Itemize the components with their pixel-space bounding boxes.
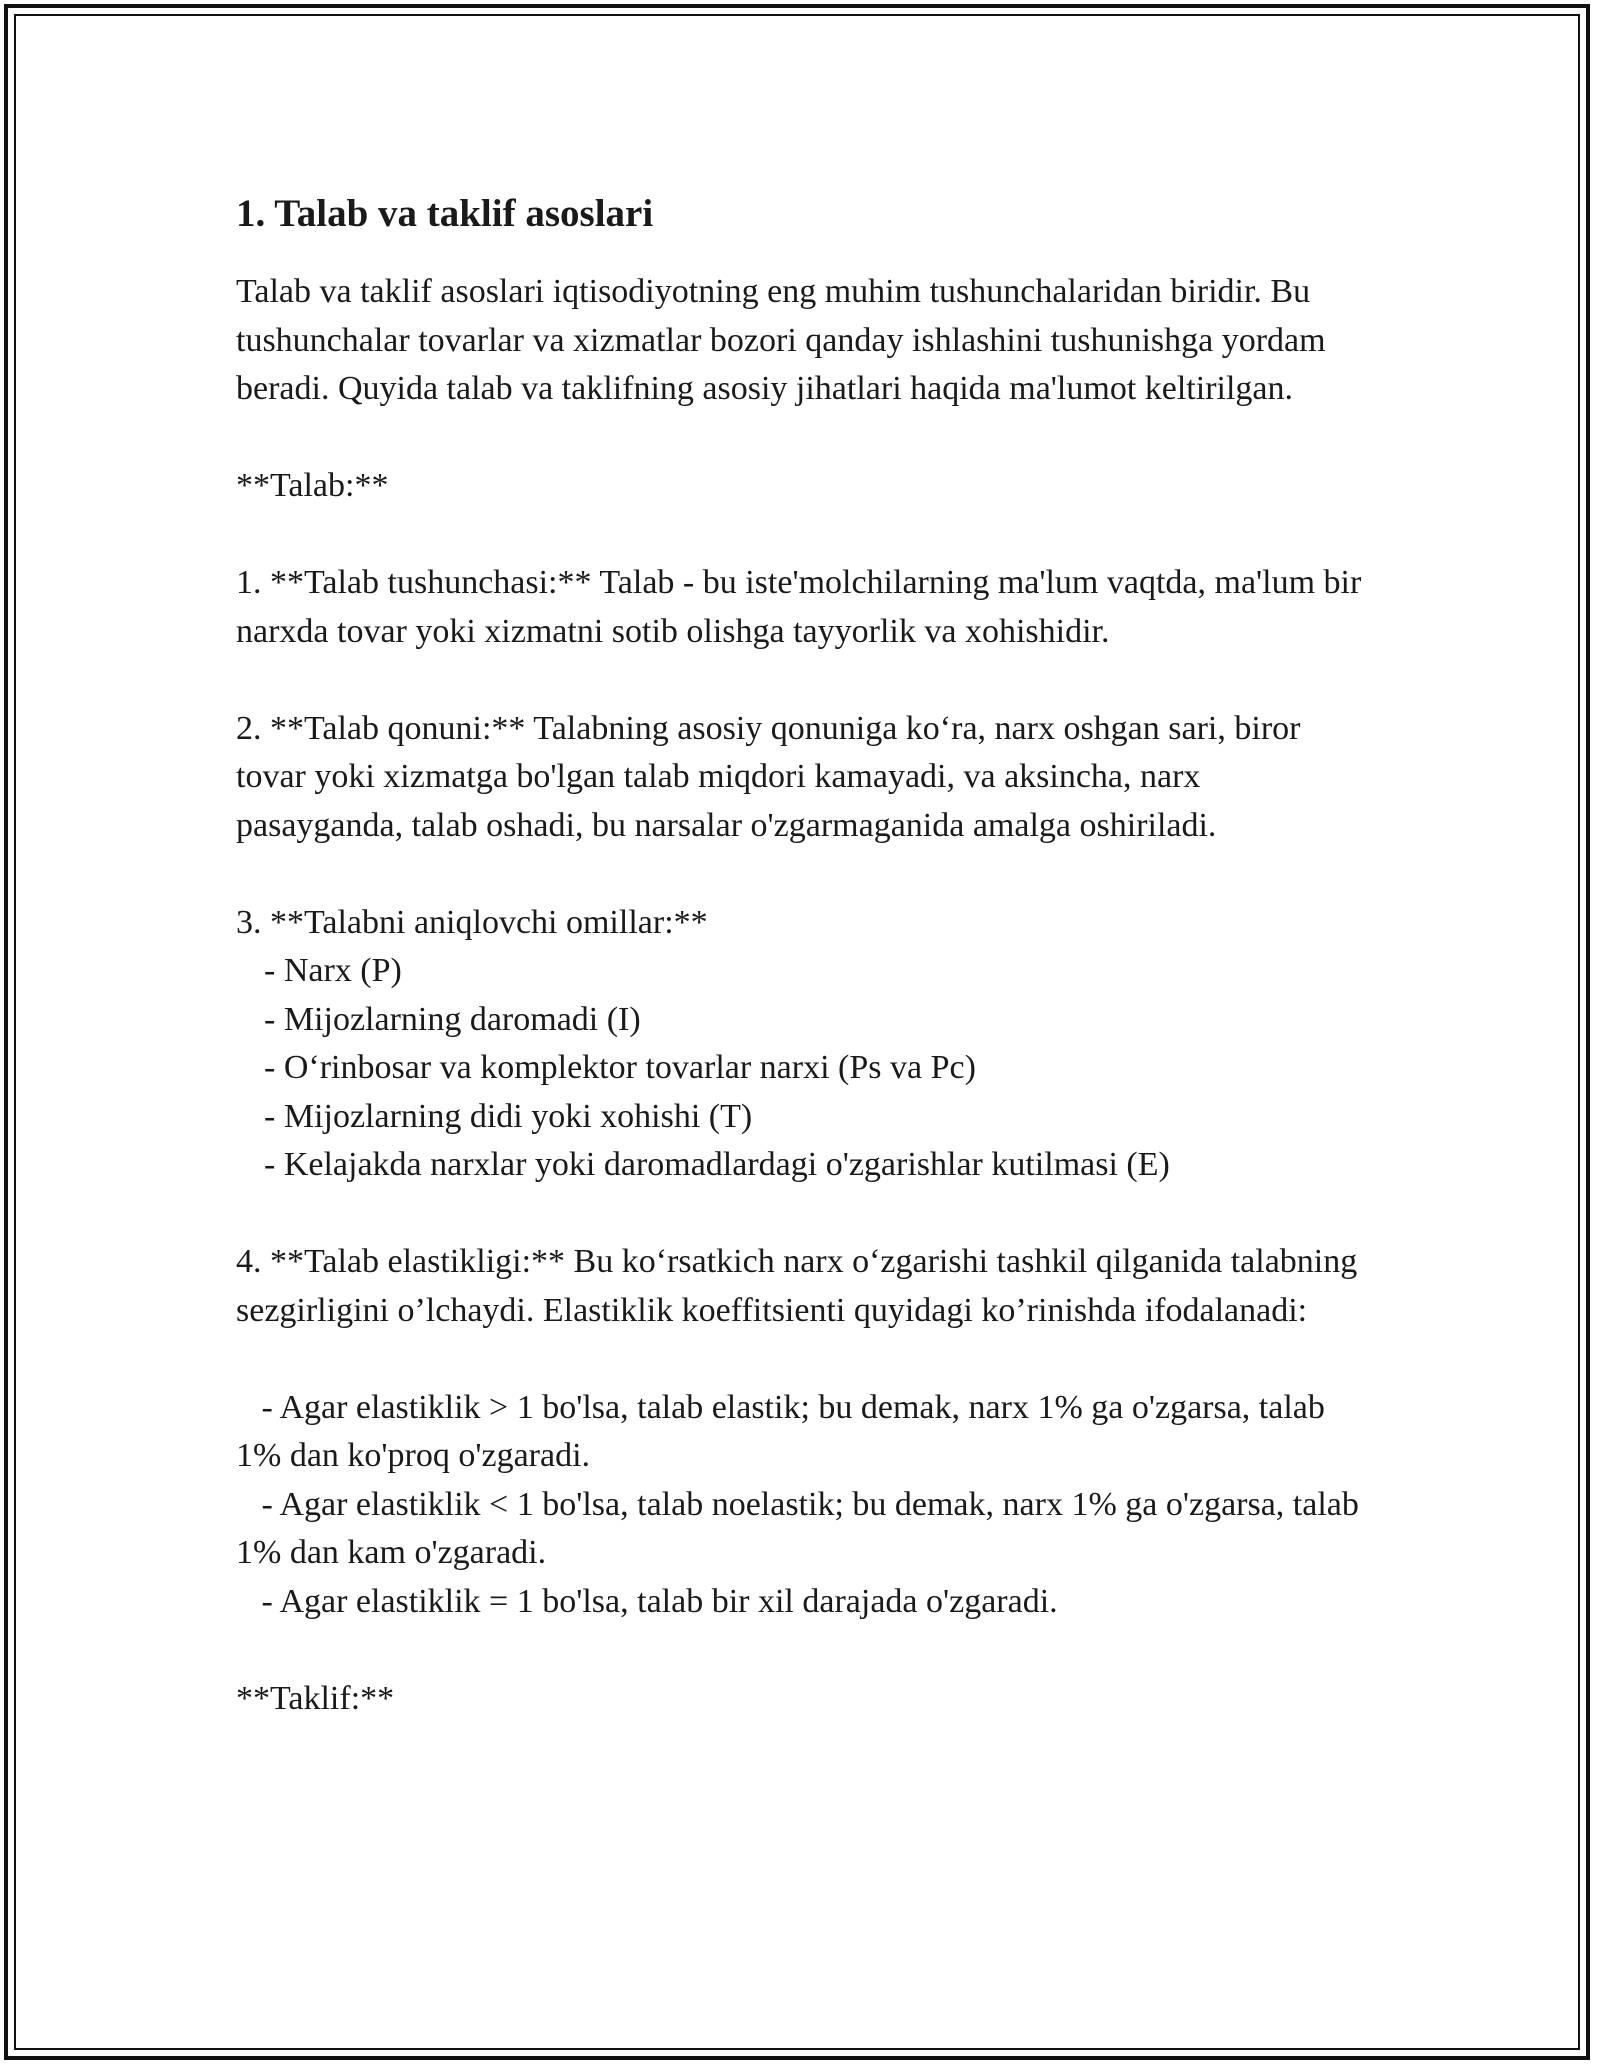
list-item-1: 1. **Talab tushunchasi:** Talab - bu iste'molchilarning ma'lum vaqtda, ma'lum bir narxda tovar yoki xizmatni sotib olishga tayyorlik va xohishidir. (236, 564, 1370, 650)
spacer (236, 414, 1366, 463)
elasticity-item: - Agar elastiklik > 1 bo'lsa, talab elastik; bu demak, narx 1% ga o'zgarsa, talab 1% dan ko'proq o'zgaradi. (236, 1388, 1334, 1474)
factor-item: - Mijozlarning daromadi (I) (264, 1000, 641, 1038)
spacer (236, 1626, 1366, 1675)
elasticity-item: - Agar elastiklik = 1 bo'lsa, talab bir xil darajada o'zgaradi. (236, 1582, 1058, 1620)
spacer (236, 1190, 1366, 1239)
spacer (236, 511, 1366, 560)
document-body (236, 186, 1370, 1723)
factor-item: - Kelajakda narxlar yoki daromadlardagi o'zgarishlar kutilmasi (E) (264, 1146, 1170, 1183)
spacer (236, 1335, 1366, 1384)
factor-item: - O‘rinbosar va komplektor tovarlar narxi (Ps va Pc) (264, 1049, 976, 1086)
talab-label: **Talab:** (236, 467, 389, 504)
taklif-label: **Taklif:** (236, 1679, 395, 1717)
list-item-4: 4. **Talab elastikligi:** Bu ko‘rsatkich narx o‘zgarishi tashkil qilganida talabning sezgirligini o’lchaydi. Elastiklik koeffitsienti quyidagi ko’rinishda ifodalanadi: (236, 1243, 1366, 1329)
intro-paragraph: Talab va taklif asoslari iqtisodiyotning eng muhim tushunchalaridan biridir. Bu tushunchalar tovarlar va xizmatlar bozori qanday ishlashini tushunishga yordam beradi. Quyida talab va taklifning asosiy jihatlari haqida ma'lumot keltirilgan. (236, 273, 1335, 407)
spacer (236, 850, 1366, 899)
spacer (236, 656, 1366, 705)
factor-item: - Narx (P) (264, 952, 402, 989)
list-item-3-title: 3. **Talabni aniqlovchi omillar:** (236, 903, 708, 941)
factor-item: - Mijozlarning didi yoki xohishi (T) (264, 1097, 753, 1135)
section-heading: 1. Talab va taklif asoslari (236, 192, 654, 235)
list-item-2: 2. **Talab qonuni:** Talabning asosiy qonuniga ko‘ra, narx oshgan sari, biror tovar yoki xizmatga bo'lgan talab miqdori kamayadi, va aksincha, narx pasayganda, talab oshadi, bu narsalar o'zgarmaganida amalga oshiriladi. (236, 709, 1309, 844)
elasticity-item: - Agar elastiklik < 1 bo'lsa, talab noelastik; bu demak, narx 1% ga o'zgarsa, talab 1% dan kam o'zgaradi. (236, 1485, 1368, 1571)
